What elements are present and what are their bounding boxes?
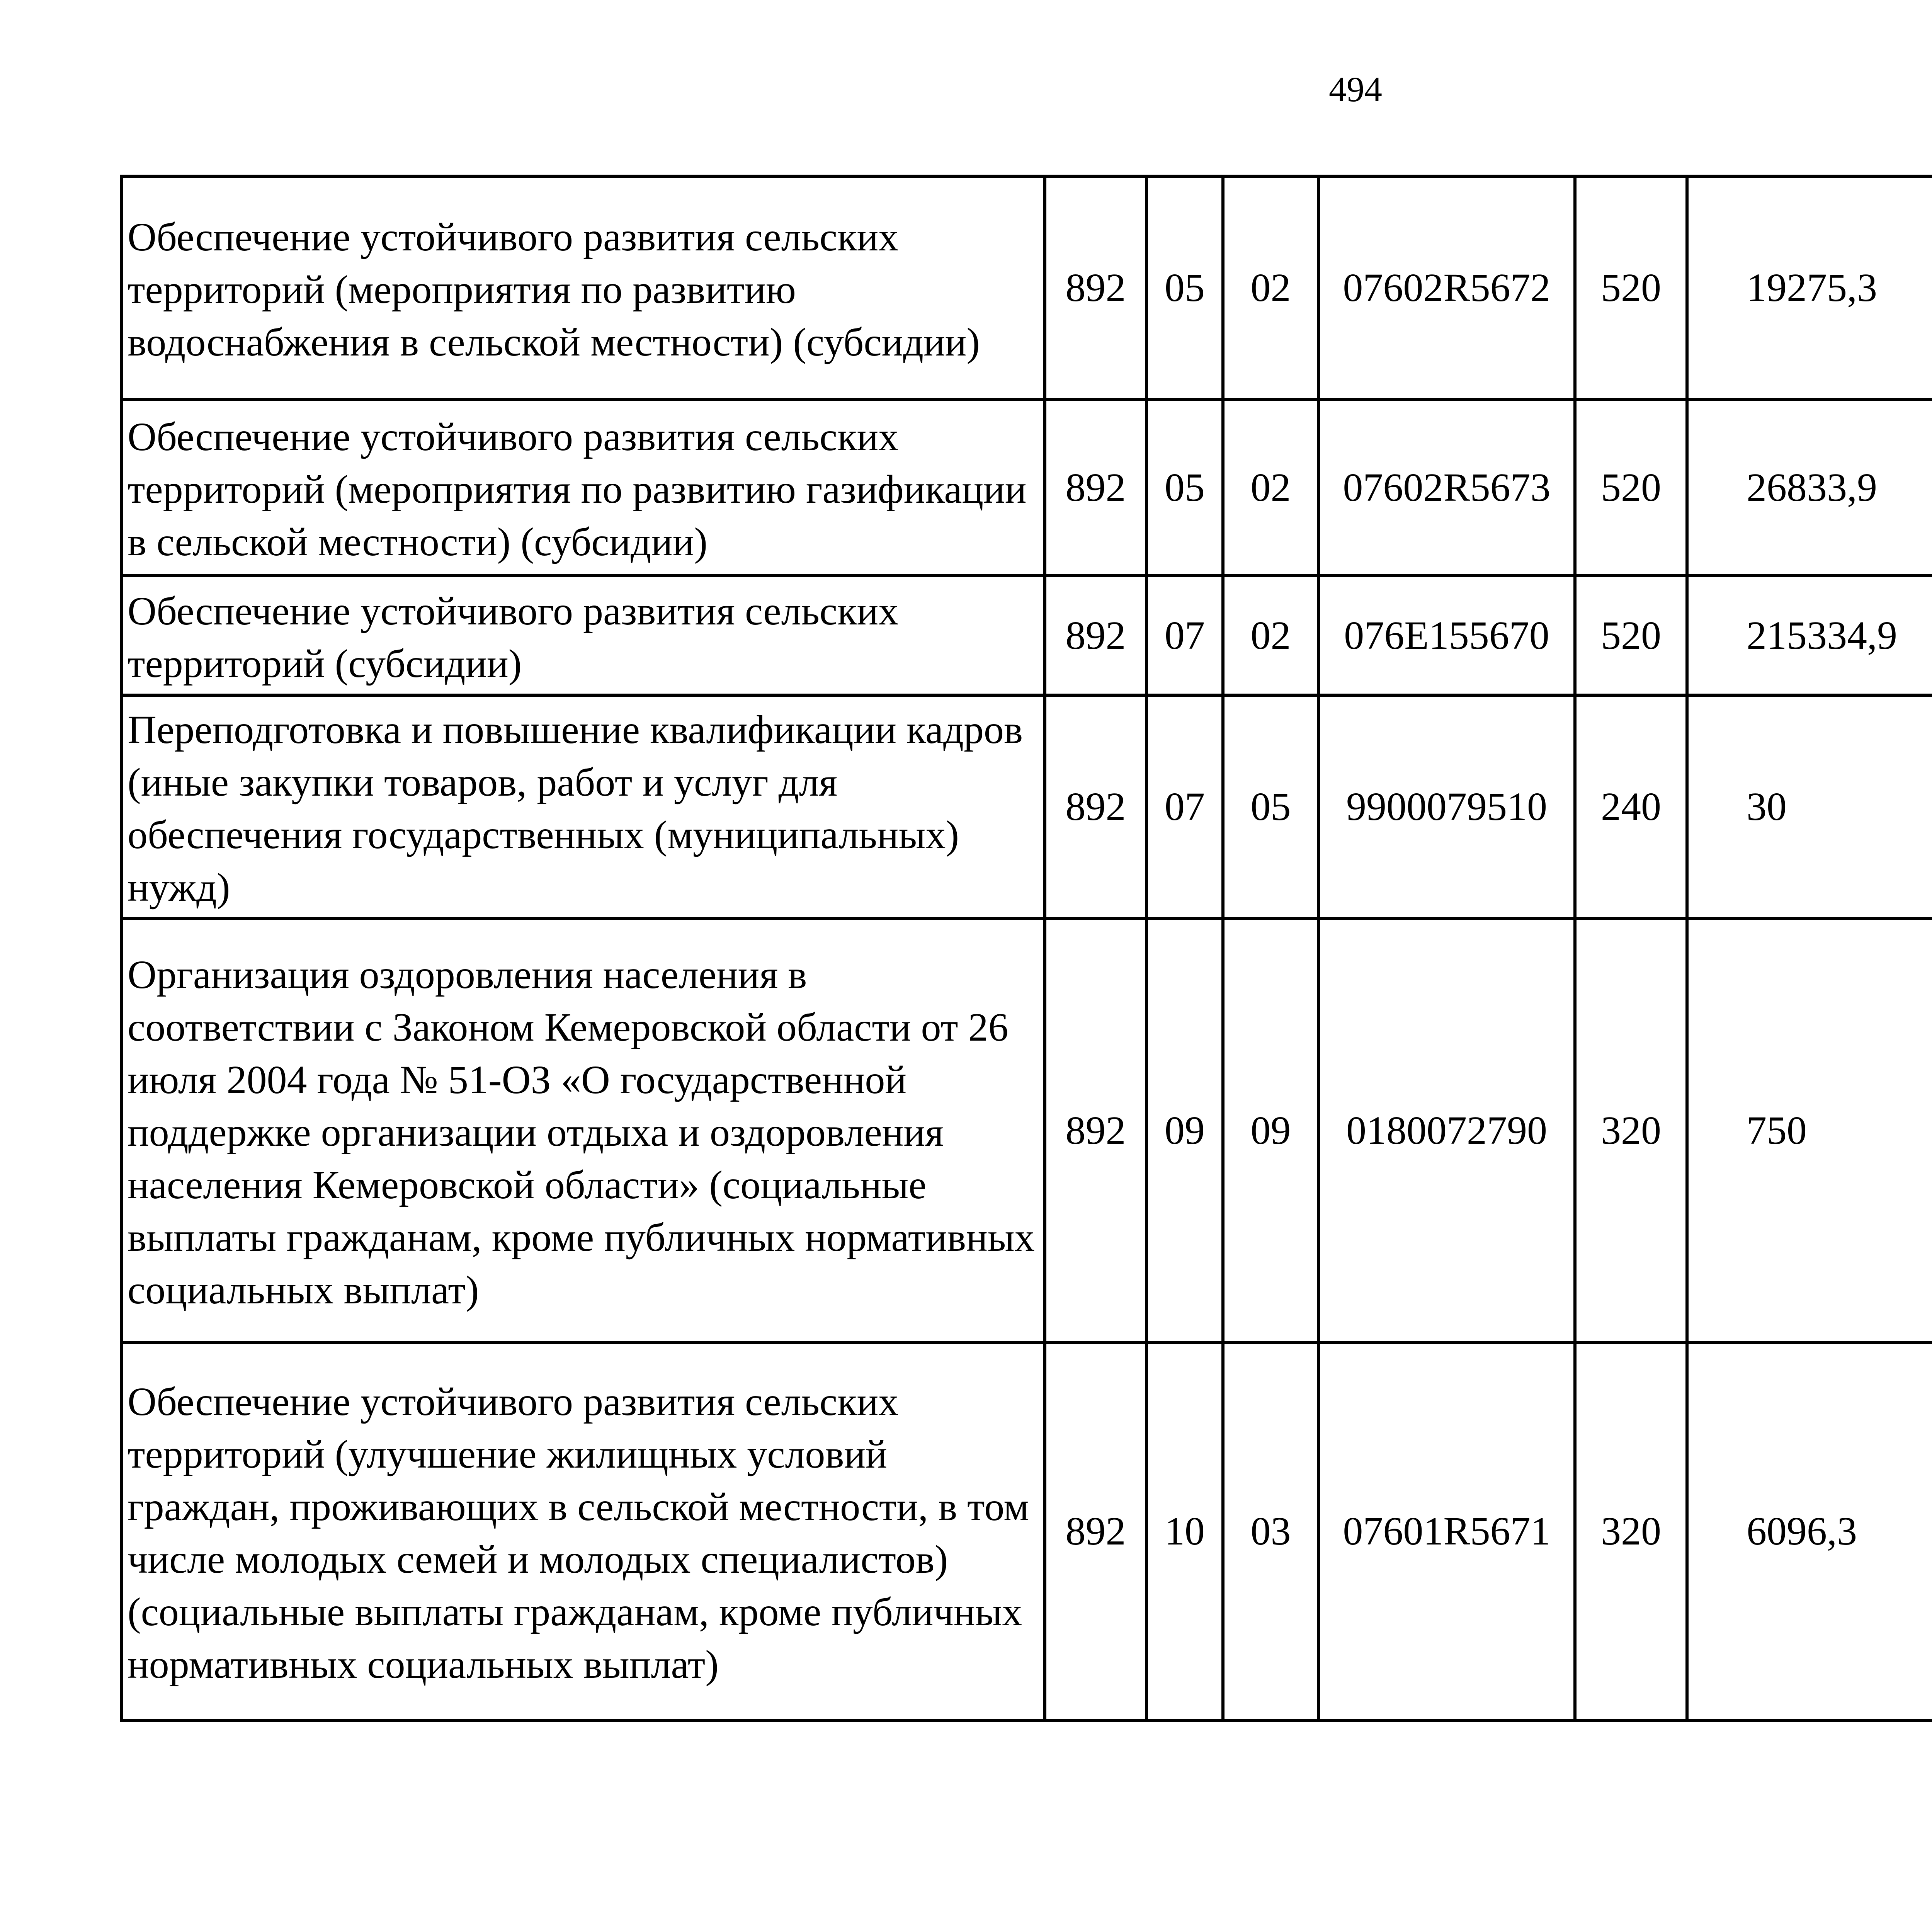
- expense-name: Переподготовка и повышение квалификации кадров (иные закупки товаров, работ и услуг для обеспечения государственных (муниципальных) нужд): [121, 695, 1045, 919]
- ministry-code: 892: [1045, 400, 1146, 576]
- subsection-code: 02: [1223, 576, 1318, 695]
- section-code: 05: [1146, 176, 1223, 400]
- expense-name: Обеспечение устойчивого развития сельских территорий (улучшение жилищных условий граждан, проживающих в сельской местности, в том числе молодых семей и молодых специалистов) (социальные выплаты гражданам, кроме публичных нормативных социальных выплат): [121, 1342, 1045, 1720]
- section-code: 07: [1146, 576, 1223, 695]
- expense-type-code: 520: [1575, 576, 1687, 695]
- budget-table: [120, 175, 1932, 1722]
- table-row: [121, 1342, 1932, 1720]
- section-code: 09: [1146, 919, 1223, 1342]
- expense-name: Обеспечение устойчивого развития сельских территорий (мероприятия по развитию водоснабжения в сельской местности) (субсидии): [121, 176, 1045, 400]
- subsection-code: 02: [1223, 400, 1318, 576]
- target-article-code: 076E155670: [1318, 576, 1575, 695]
- amount-year-1: 215334,9: [1687, 576, 1932, 695]
- section-code: 07: [1146, 695, 1223, 919]
- expense-name: Организация оздоровления населения в соответствии с Законом Кемеровской области от 26 июля 2004 года № 51-ОЗ «О государственной поддержке организации отдыха и оздоровления населения Кемеровской области» (социальные выплаты гражданам, кроме публичных нормативных социальных выплат): [121, 919, 1045, 1342]
- table-row: [121, 400, 1932, 576]
- expense-name: Обеспечение устойчивого развития сельских территорий (мероприятия по развитию газификации в сельской местности) (субсидии): [121, 400, 1045, 576]
- expense-name: Обеспечение устойчивого развития сельских территорий (субсидии): [121, 576, 1045, 695]
- expense-type-code: 320: [1575, 1342, 1687, 1720]
- ministry-code: 892: [1045, 919, 1146, 1342]
- target-article-code: 07602R5672: [1318, 176, 1575, 400]
- table-row: [121, 176, 1932, 400]
- target-article-code: 0180072790: [1318, 919, 1575, 1342]
- amount-year-1: 750: [1687, 919, 1932, 1342]
- table-row: [121, 919, 1932, 1342]
- target-article-code: 07601R5671: [1318, 1342, 1575, 1720]
- table-row: [121, 695, 1932, 919]
- amount-year-1: 19275,3: [1687, 176, 1932, 400]
- ministry-code: 892: [1045, 695, 1146, 919]
- ministry-code: 892: [1045, 176, 1146, 400]
- subsection-code: 03: [1223, 1342, 1318, 1720]
- subsection-code: 02: [1223, 176, 1318, 400]
- page-number: 494: [1329, 70, 1382, 109]
- expense-type-code: 520: [1575, 400, 1687, 576]
- ministry-code: 892: [1045, 576, 1146, 695]
- ministry-code: 892: [1045, 1342, 1146, 1720]
- amount-year-1: 6096,3: [1687, 1342, 1932, 1720]
- expense-type-code: 240: [1575, 695, 1687, 919]
- subsection-code: 05: [1223, 695, 1318, 919]
- section-code: 05: [1146, 400, 1223, 576]
- expense-type-code: 320: [1575, 919, 1687, 1342]
- target-article-code: 9900079510: [1318, 695, 1575, 919]
- target-article-code: 07602R5673: [1318, 400, 1575, 576]
- amount-year-1: 30: [1687, 695, 1932, 919]
- section-code: 10: [1146, 1342, 1223, 1720]
- amount-year-1: 26833,9: [1687, 400, 1932, 576]
- table-row: [121, 576, 1932, 695]
- subsection-code: 09: [1223, 919, 1318, 1342]
- expense-type-code: 520: [1575, 176, 1687, 400]
